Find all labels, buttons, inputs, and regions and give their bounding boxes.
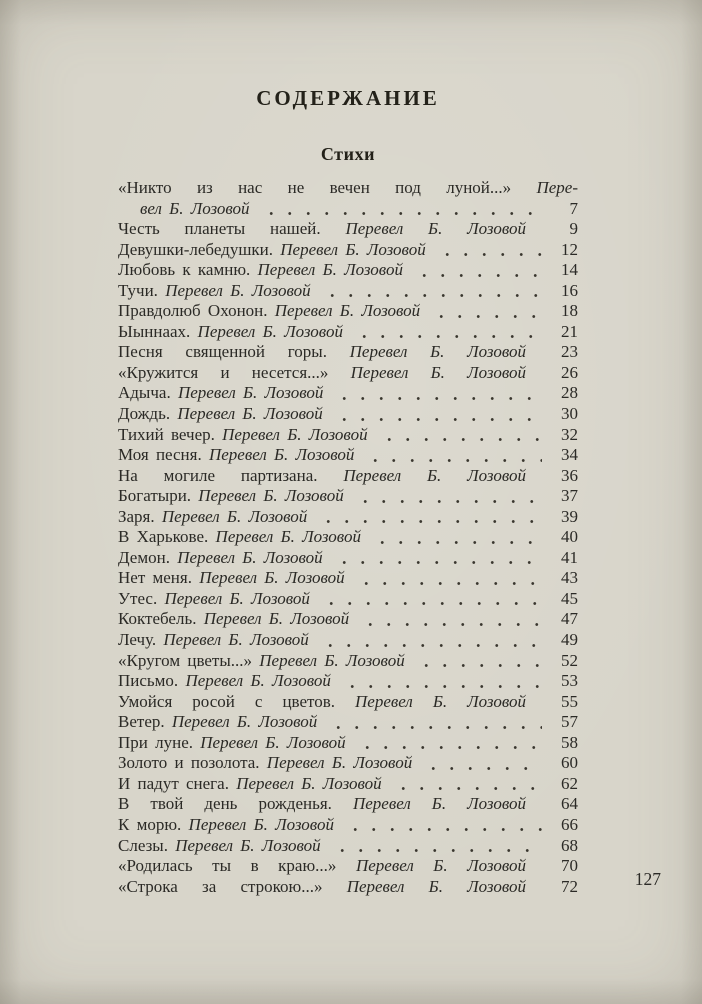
entry-page-number: 23 <box>561 342 578 362</box>
entry-translator: Перевел Б. Лозовой <box>345 219 526 239</box>
toc-entry <box>118 383 578 404</box>
dot-leader <box>329 404 542 425</box>
dot-leader <box>329 548 542 569</box>
entry-page-number: 62 <box>561 773 578 793</box>
entry-translator: Перевел Б. Лозовой <box>185 671 331 691</box>
entry-page-number: 58 <box>561 732 578 752</box>
entry-translator: Перевел Б. Лозовой <box>203 609 350 629</box>
entry-page-number: 72 <box>561 876 578 896</box>
entry-title: К морю. Перевел Б. Лозовой <box>118 814 334 834</box>
entry-title: Коктебель. Перевел Б. Лозовой <box>118 609 350 629</box>
entry-translator: Перевел Б. Лозовой <box>199 568 345 588</box>
entry-page-number: 40 <box>561 527 578 547</box>
dot-leader <box>337 671 542 692</box>
entry-page-number: 70 <box>561 856 578 876</box>
dot-leader <box>360 445 542 466</box>
section-heading: Стихи <box>320 144 376 164</box>
entry-translator: Перевел Б. Лозовой <box>350 362 526 382</box>
dot-leader <box>532 342 542 363</box>
dot-leader <box>340 815 542 836</box>
dot-leader <box>323 712 542 733</box>
toc-entry <box>118 877 578 898</box>
entry-translator: Перевел Б. Лозовой <box>274 301 421 321</box>
entry-title: Тучи. Перевел Б. Лозовой <box>118 280 311 300</box>
entry-page-number: 30 <box>561 404 578 424</box>
entry-page-number: 16 <box>561 280 578 300</box>
entry-title: Честь планеты нашей. Перевел Б. Лозовой <box>118 219 526 239</box>
toc-entry <box>118 753 578 774</box>
entry-title: Девушки-лебедушки. Перевел Б. Лозовой <box>118 239 426 259</box>
toc-entry <box>118 404 578 425</box>
entry-page-number: 32 <box>561 424 578 444</box>
entry-page-number: 28 <box>561 383 578 403</box>
entry-translator: Перевел Б. Лозовой <box>171 712 318 732</box>
entry-page-number: 18 <box>561 301 578 321</box>
toc-entry <box>118 630 578 651</box>
toc-entry <box>118 342 578 363</box>
dot-leader <box>315 630 542 651</box>
entry-title: Утес. Перевел Б. Лозовой <box>118 588 310 608</box>
dot-leader <box>313 507 542 528</box>
entry-page-number: 45 <box>561 588 578 608</box>
entry-title: Песня священной горы. Перевел Б. Лозовой <box>118 342 526 362</box>
entry-page-number: 36 <box>561 465 578 485</box>
entry-translator: Перевел Б. Лозовой <box>163 630 309 650</box>
entry-title <box>118 199 250 220</box>
dot-leader <box>355 609 542 630</box>
entry-title: Любовь к камню. Перевел Б. Лозовой <box>118 260 403 280</box>
entry-page-number: 68 <box>561 835 578 855</box>
toc-entry <box>118 507 578 528</box>
toc-entry <box>118 692 578 713</box>
dot-leader <box>411 651 542 672</box>
entry-translator: Пере- <box>536 178 578 197</box>
entry-title: «Родилась ты в краю...» Перевел Б. Лозовой <box>118 856 526 876</box>
entry-title: В Харькове. Перевел Б. Лозовой <box>118 527 361 547</box>
dot-leader <box>329 383 542 404</box>
toc-entry <box>118 240 578 261</box>
entry-title: Ветер. Перевел Б. Лозовой <box>118 712 318 732</box>
entry-page-number: 12 <box>561 239 578 259</box>
dot-leader <box>351 568 542 589</box>
dot-leader <box>349 322 542 343</box>
entry-translator: Перевел Б. Лозовой <box>346 876 526 896</box>
entry-translator: Перевел Б. Лозовой <box>198 486 344 506</box>
toc-entry <box>118 815 578 836</box>
entry-translator: Перевел Б. Лозовой <box>188 814 334 834</box>
toc-entry <box>118 774 578 795</box>
dot-leader <box>532 692 542 713</box>
dot-leader <box>432 240 542 261</box>
entry-page-number: 9 <box>569 219 578 239</box>
entry-page-number: 34 <box>561 445 578 465</box>
entry-page-number: 53 <box>561 671 578 691</box>
dot-leader <box>532 856 542 877</box>
entry-translator: Перевел Б. Лозовой <box>177 383 324 403</box>
page-title: СОДЕРЖАНИЕ <box>256 86 440 110</box>
entry-translator: Перевел Б. Лозовой <box>200 732 346 752</box>
dot-leader <box>409 260 542 281</box>
toc-entry <box>118 794 578 815</box>
entry-translator: Перевел Б. Лозовой <box>175 835 321 855</box>
entry-title: Тихий вечер. Перевел Б. Лозовой <box>118 424 368 444</box>
dot-leader <box>532 363 542 384</box>
toc-entry <box>118 568 578 589</box>
entry-page-number: 64 <box>561 794 578 814</box>
toc-entry <box>118 301 578 322</box>
toc-entry <box>118 733 578 754</box>
dot-leader <box>316 589 542 610</box>
entry-title: На могиле партизана. Перевел Б. Лозовой <box>118 465 526 485</box>
entry-translator: Перевел Б. Лозовой <box>164 588 310 608</box>
entry-translator: Перевел Б. Лозовой <box>343 465 526 485</box>
dot-leader <box>327 836 542 857</box>
toc-entry <box>118 651 578 672</box>
entry-translator: Перевел Б. Лозовой <box>208 445 355 465</box>
entry-page-number: 47 <box>561 609 578 629</box>
entry-translator: Перевел Б. Лозовой <box>257 260 403 280</box>
toc-entry <box>118 486 578 507</box>
entry-page-number: 57 <box>561 712 578 732</box>
entry-page-number: 37 <box>561 486 578 506</box>
entry-title: «Кругом цветы...» Перевел Б. Лозовой <box>118 650 405 670</box>
toc-entry <box>118 836 578 857</box>
entry-title: «Кружится и несется...» Перевел Б. Лозовой <box>118 362 526 382</box>
entry-page-number: 55 <box>561 691 578 711</box>
entry-translator: Перевел Б. Лозовой <box>280 239 426 259</box>
entry-translator: Перевел Б. Лозовой <box>355 856 526 876</box>
entry-translator: Перевел Б. Лозовой <box>349 342 526 362</box>
toc-entry <box>118 178 578 199</box>
toc-entry <box>118 199 578 220</box>
entry-title: Слезы. Перевел Б. Лозовой <box>118 835 321 855</box>
entry-title: Демон. Перевел Б. Лозовой <box>118 547 323 567</box>
toc-entry <box>118 856 578 877</box>
entry-title: Лечу. Перевел Б. Лозовой <box>118 630 309 650</box>
toc-content <box>118 86 578 897</box>
dot-leader <box>352 733 542 754</box>
toc-entry <box>118 260 578 281</box>
toc-entry <box>118 425 578 446</box>
toc-entry <box>118 466 578 487</box>
entry-title: Нет меня. Перевел Б. Лозовой <box>118 568 345 588</box>
toc-entry <box>118 712 578 733</box>
dot-leader <box>418 753 542 774</box>
dot-leader <box>388 774 542 795</box>
dot-leader <box>532 219 542 240</box>
entry-translator: Перевел Б. Лозовой <box>197 321 343 341</box>
dot-leader <box>426 301 542 322</box>
entry-page-number: 41 <box>561 547 578 567</box>
entry-page-number: 14 <box>561 260 578 280</box>
toc-entry <box>118 589 578 610</box>
dot-leader <box>367 527 542 548</box>
entry-title: Адыча. Перевел Б. Лозовой <box>118 383 324 403</box>
toc-entry <box>118 609 578 630</box>
toc-entry <box>118 671 578 692</box>
toc-entry <box>118 548 578 569</box>
entry-page-number: 66 <box>561 814 578 834</box>
dot-leader <box>532 794 542 815</box>
entry-title: Богатыри. Перевел Б. Лозовой <box>118 486 344 506</box>
entry-translator: Перевел Б. Лозовой <box>177 547 323 567</box>
entry-title: Дождь. Перевел Б. Лозовой <box>118 404 323 424</box>
entry-translator: Перевел Б. Лозовой <box>222 424 368 444</box>
entry-translator: Перевел Б. Лозовой <box>215 527 361 547</box>
entry-title: Золото и позолота. Перевел Б. Лозовой <box>118 753 413 773</box>
toc-list <box>118 178 578 897</box>
entry-title: «Никто из нас не вечен под луной...» Пере- <box>118 178 578 197</box>
dot-leader <box>317 281 542 302</box>
toc-entry <box>118 322 578 343</box>
toc-entry <box>118 527 578 548</box>
entry-title: Ыыннаах. Перевел Б. Лозовой <box>118 321 343 341</box>
entry-page-number: 21 <box>561 321 578 341</box>
entry-translator: Перевел Б. Лозовой <box>352 794 526 814</box>
entry-title: Моя песня. Перевел Б. Лозовой <box>118 445 355 465</box>
toc-entry <box>118 363 578 384</box>
entry-title: При луне. Перевел Б. Лозовой <box>118 732 346 752</box>
entry-title: Заря. Перевел Б. Лозовой <box>118 506 308 526</box>
entry-title: Правдолюб Охонон. Перевел Б. Лозовой <box>118 301 421 321</box>
entry-title: В твой день рожденья. Перевел Б. Лозовой <box>118 794 526 814</box>
dot-leader <box>374 425 542 446</box>
dot-leader <box>350 486 542 507</box>
entry-translator: Перевел Б. Лозовой <box>355 691 526 711</box>
entry-page-number: 52 <box>561 650 578 670</box>
entry-title: И падут снега. Перевел Б. Лозовой <box>118 773 382 793</box>
entry-title: Умойся росой с цветов. Перевел Б. Лозовой <box>118 691 526 711</box>
entry-translator: Перевел Б. Лозовой <box>165 280 311 300</box>
entry-title: Письмо. Перевел Б. Лозовой <box>118 671 331 691</box>
entry-page-number: 7 <box>569 198 578 218</box>
entry-translator: Перевел Б. Лозовой <box>161 506 308 526</box>
entry-page-number: 60 <box>561 753 578 773</box>
entry-translator: Перевел Б. Лозовой <box>236 773 382 793</box>
entry-page-number: 43 <box>561 568 578 588</box>
toc-entry <box>118 219 578 240</box>
dot-leader <box>256 199 542 220</box>
dot-leader <box>532 466 542 487</box>
entry-translator: вел Б. Лозовой <box>140 198 250 218</box>
dot-leader <box>532 877 542 898</box>
folio-page-number: 127 <box>634 869 661 889</box>
entry-page-number: 39 <box>561 506 578 526</box>
entry-translator: Перевел Б. Лозовой <box>259 650 405 670</box>
entry-translator: Перевел Б. Лозовой <box>177 404 323 424</box>
toc-entry <box>118 281 578 302</box>
toc-entry <box>118 445 578 466</box>
entry-page-number: 49 <box>561 630 578 650</box>
entry-title: «Строка за строкою...» Перевел Б. Лозовой <box>118 876 526 896</box>
entry-translator: Перевел Б. Лозовой <box>266 753 413 773</box>
entry-page-number: 26 <box>561 362 578 382</box>
